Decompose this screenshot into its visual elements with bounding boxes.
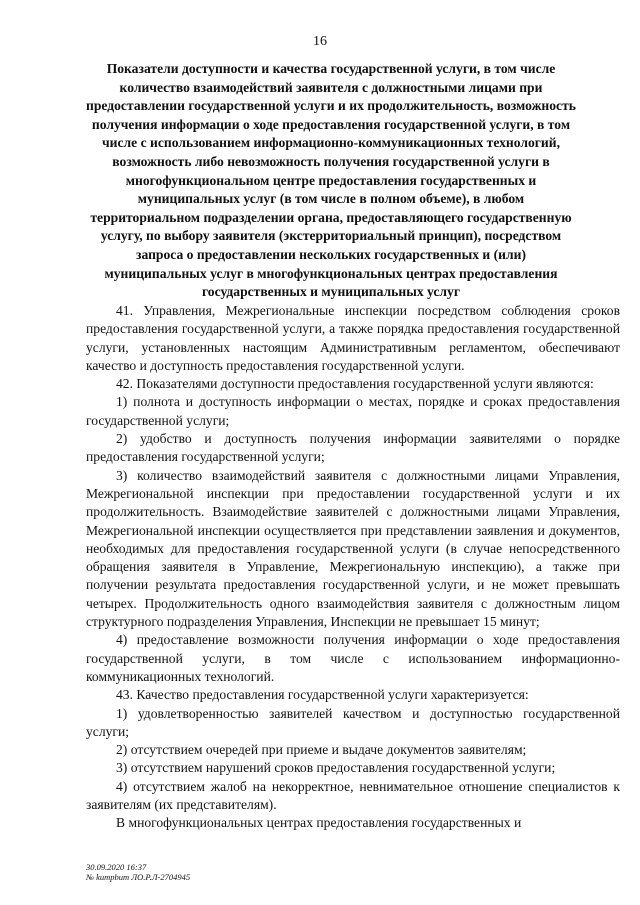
paragraph: 1) полнота и доступность информации о местах, порядке и сроках предоставления государственной услуги; <box>86 394 620 428</box>
footer-stamp <box>86 862 190 882</box>
document-body <box>86 302 620 833</box>
footer-doc-id: № kumpbum ЛО.Р.Л-2704945 <box>86 872 191 882</box>
page-number: 16 <box>313 34 327 49</box>
paragraph: 1) удовлетворенностью заявителей качеством и доступностью государственной услуги; <box>86 705 620 739</box>
paragraph: 42. Показателями доступности предоставления государственной услуги являются: <box>116 376 594 392</box>
paragraph: 3) отсутствием нарушений сроков предоставления государственной услуги; <box>116 760 556 776</box>
paragraph: 43. Качество предоставления государственной услуги характеризуется: <box>116 687 529 703</box>
paragraph: 2) отсутствием очередей при приеме и выдаче документов заявителям; <box>116 742 527 758</box>
section-heading: Показатели доступности и качества государственной услуги, в том числе количество взаимодействий заявителя с должностными лицами при предоставлении государственной услуги и их продолжительность, возможность получения информации о ходе предоставления государственной услуги, в том числе с использованием информационно-коммуникационных технологий, возможность либо невозможность получения государственной услуги в многофункциональном центре предоставления государственных и муниципальных услуг (в том числе в полном объеме), в любом территориальном подразделении органа, предоставляющего государственную услугу, по выбору заявителя (экстерриториальный принцип), посредством запроса о предоставлении нескольких государственных и (или) муниципальных услуг в многофункциональных центрах предоставления государственных и муниципальных услуг <box>86 61 576 300</box>
paragraph: 41. Управления, Межрегиональные инспекции посредством соблюдения сроков предоставления государственной услуги, а также порядка предоставления государственной услуги, установленных настоящим Административным регламентом, обеспечивают качество и доступность предоставления государственной услуги. <box>86 303 620 373</box>
paragraph: 4) отсутствием жалоб на некорректное, невнимательное отношение специалистов к заявителям (их представителям). <box>86 778 620 813</box>
paragraph: В многофункциональных центрах предоставления государственных и <box>116 815 522 831</box>
footer-date: 30.09.2020 16:37 <box>86 862 147 872</box>
paragraph: 3) количество взаимодействий заявителя с должностными лицами Управления, Межрегиональной инспекции при предоставлении государственной услуги и их продолжительность. Взаимодействие заявителей с должностными лицами Управления, Межрегиональной инспекции осуществляется при представлении заявления и документов, необходимых для предоставления государственной услуги (в случае непосредственного обращения заявителя в Управление, Межрегиональную инспекцию), а также при получении результата предоставления государственной услуги, и не может превышать четырех. Продолжительность одного взаимодействия заявителя с должностным лицом структурного подразделения Управления, Инспекции не превышает 15 минут; <box>86 467 620 630</box>
paragraph: 2) удобство и доступность получения информации заявителями о порядке предоставления государственной услуги; <box>86 431 620 465</box>
paragraph: 4) предоставление возможности получения информации о ходе предоставления государственной услуги, в том числе с использованием информационно-коммуникационных технологий. <box>86 632 620 684</box>
